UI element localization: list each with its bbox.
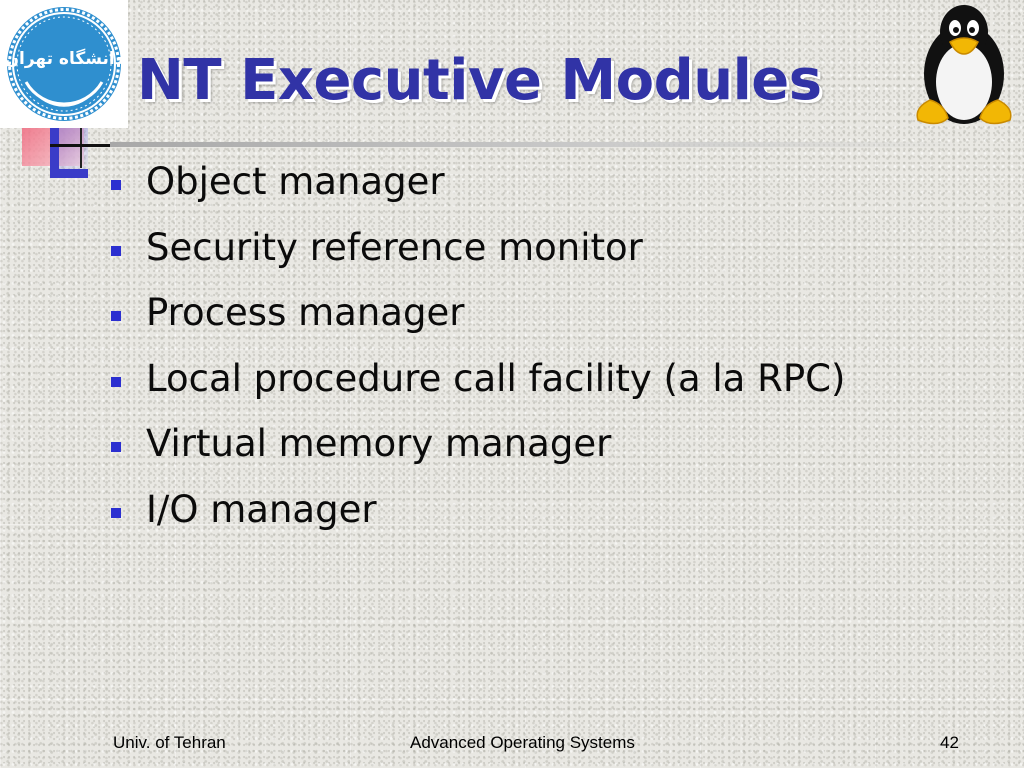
bullet-item (108, 158, 845, 224)
square-bullet-icon (111, 377, 121, 387)
bullet-item (108, 486, 845, 552)
bullet-item (108, 224, 845, 290)
bullet-item (108, 420, 845, 486)
university-emblem-icon (4, 4, 124, 124)
corner-rule-vertical (80, 128, 82, 168)
title-underline (110, 142, 970, 147)
footer-affiliation: Univ. of Tehran (113, 733, 226, 752)
bullet-text: I/O manager (146, 487, 377, 531)
slide-title: NT Executive Modules (137, 48, 822, 113)
bullet-text: Object manager (146, 160, 445, 203)
corner-rule-black (50, 144, 110, 147)
slide-number: 42 (940, 733, 959, 752)
footer-course-title: Advanced Operating Systems (410, 733, 635, 752)
bullet-text: Virtual memory manager (146, 422, 612, 465)
logo-text: دانشگاه تهران (4, 49, 124, 69)
linux-penguin-icon (908, 2, 1020, 132)
square-bullet-icon (111, 246, 121, 256)
square-bullet-icon (111, 508, 121, 518)
bullet-text: Local procedure call facility (a la RPC) (146, 356, 846, 400)
square-bullet-icon (111, 442, 121, 452)
square-bullet-icon (111, 311, 121, 321)
bullet-item (108, 289, 845, 355)
bullet-item (108, 355, 845, 421)
bullet-text: Process manager (146, 291, 465, 334)
bullet-text: Security reference monitor (146, 225, 643, 269)
corner-accent-blue (50, 128, 88, 178)
logo-panel (0, 0, 128, 128)
square-bullet-icon (111, 180, 121, 190)
bullet-list (108, 158, 845, 551)
